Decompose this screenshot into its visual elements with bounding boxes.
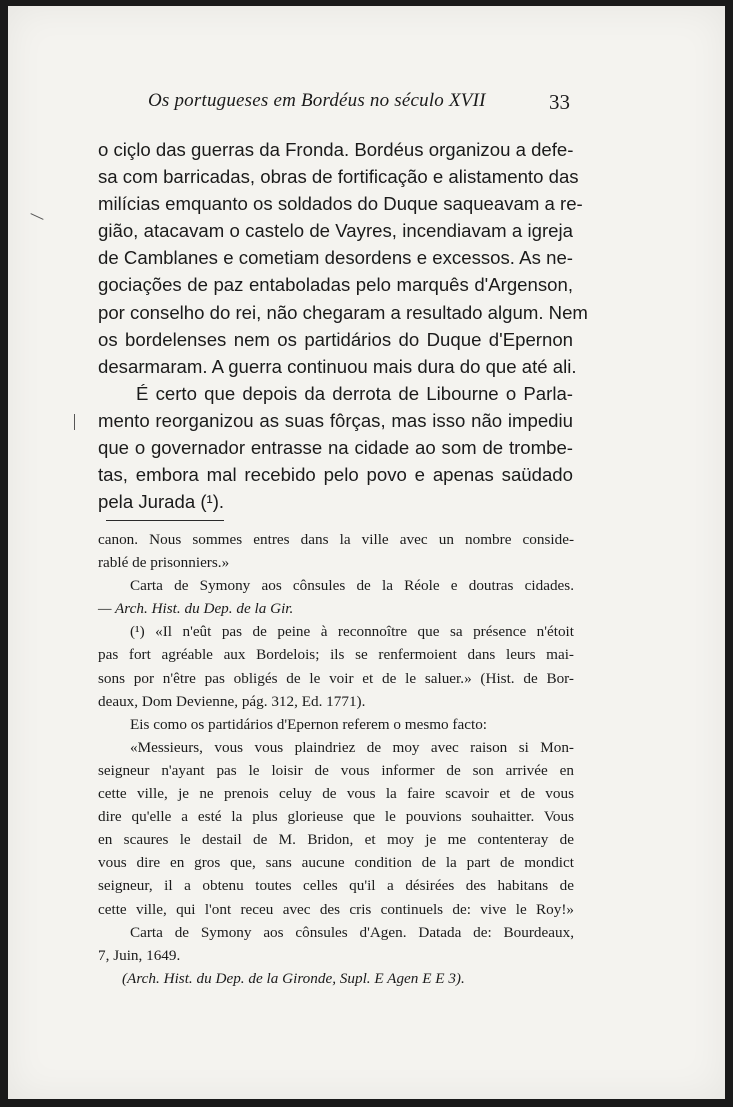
text-line: mento reorganizou as suas fôrças, mas isso não impediu [98, 409, 573, 431]
footnote-line: cette ville, je ne prenois celuy de vous la faire scavoir et de vous [98, 785, 574, 803]
text-line: pela Jurada (¹). [98, 491, 225, 513]
footnote-line: dire qu'elle a esté la plus glorieuse que le pouvions souhaitter. Vous [98, 808, 574, 826]
footnote-line: seigneur, il a obtenu toutes celles qu'il a désirées des habitans de [98, 877, 574, 895]
text-line: gião, atacavam o castelo de Vayres, incendiavam a igreja [98, 220, 573, 242]
footnote-line: — Arch. Hist. du Dep. de la Gir. [98, 600, 294, 618]
text-line: por conselho do rei, não chegaram a resultado algum. Nem [98, 301, 588, 323]
footnote-line: seigneur n'ayant pas le loisir de vous informer de son arrivée en [98, 761, 574, 779]
footnote-line: «Messieurs, vous vous plaindriez de moy avec raison si Mon- [130, 738, 574, 756]
footnotes [98, 528, 574, 990]
main-text [98, 136, 588, 515]
text-line: de Camblanes e cometiam desordens e excessos. As ne- [98, 247, 573, 269]
footnote-line: sons por n'être pas obligés de le voir et de le saluer.» (Hist. de Bor- [98, 669, 574, 687]
header-title: Os portugueses em Bordéus no século XVII [148, 90, 486, 111]
page-number: 33 [549, 90, 570, 114]
footnote-line: vous dire en gros que, sans aucune condition de la part de mondict [98, 854, 574, 872]
margin-mark [30, 213, 43, 220]
footnote-line: en scaures le destail de M. Bridon, et moy je me contenteray de [98, 831, 574, 849]
text-line: que o governador entrasse na cidade ao som de trombe- [98, 437, 573, 459]
text-line: tas, embora mal recebido pelo povo e apenas saüdado [98, 464, 573, 486]
book-page [8, 6, 725, 1099]
footnote-line: (¹) «Il n'eût pas de peine à reconnoître que sa présence n'étoit [130, 623, 574, 641]
footnote-line: rablé de prisonniers.» [98, 554, 230, 572]
text-line: desarmaram. A guerra continuou mais dura do que até ali. [98, 355, 577, 377]
text-line: sa com barricadas, obras de fortificação e alistamento das [98, 166, 579, 188]
footnote-line: pas fort agréable aux Bordelois; ils se renfermoient dans leurs mai- [98, 646, 574, 664]
footnote-line: (Arch. Hist. du Dep. de la Gironde, Supl. E Agen E E 3). [122, 969, 465, 987]
footnote-line: canon. Nous sommes entres dans la ville avec un nombre conside- [98, 531, 574, 548]
text-line: gociações de paz entaboladas pelo marquês d'Argenson, [98, 274, 573, 296]
text-line: o ciçlo das guerras da Fronda. Bordéus organizou a defe- [98, 139, 574, 160]
footnote-line: Carta de Symony aos cônsules de la Réole e doutras cidades. [130, 577, 574, 595]
running-header [8, 90, 725, 120]
footnote-line: Carta de Symony aos cônsules d'Agen. Datada de: Bourdeaux, [130, 923, 574, 941]
footnote-divider [106, 520, 224, 521]
footnote-line: deaux, Dom Devienne, pág. 312, Ed. 1771). [98, 692, 366, 710]
margin-mark [74, 414, 75, 430]
footnote-line: 7, Juin, 1649. [98, 946, 181, 964]
text-line: os bordelenses nem os partidários do Duque d'Epernon [98, 328, 573, 350]
footnote-line: cette ville, qui l'ont receu avec des cris continuels de: vive le Roy!» [98, 900, 574, 918]
text-line: É certo que depois da derrota de Libourne o Parla- [136, 382, 573, 404]
text-line: milícias emquanto os soldados do Duque saqueavam a re- [98, 193, 583, 215]
footnote-line: Eis como os partidários d'Epernon referem o mesmo facto: [130, 715, 488, 733]
